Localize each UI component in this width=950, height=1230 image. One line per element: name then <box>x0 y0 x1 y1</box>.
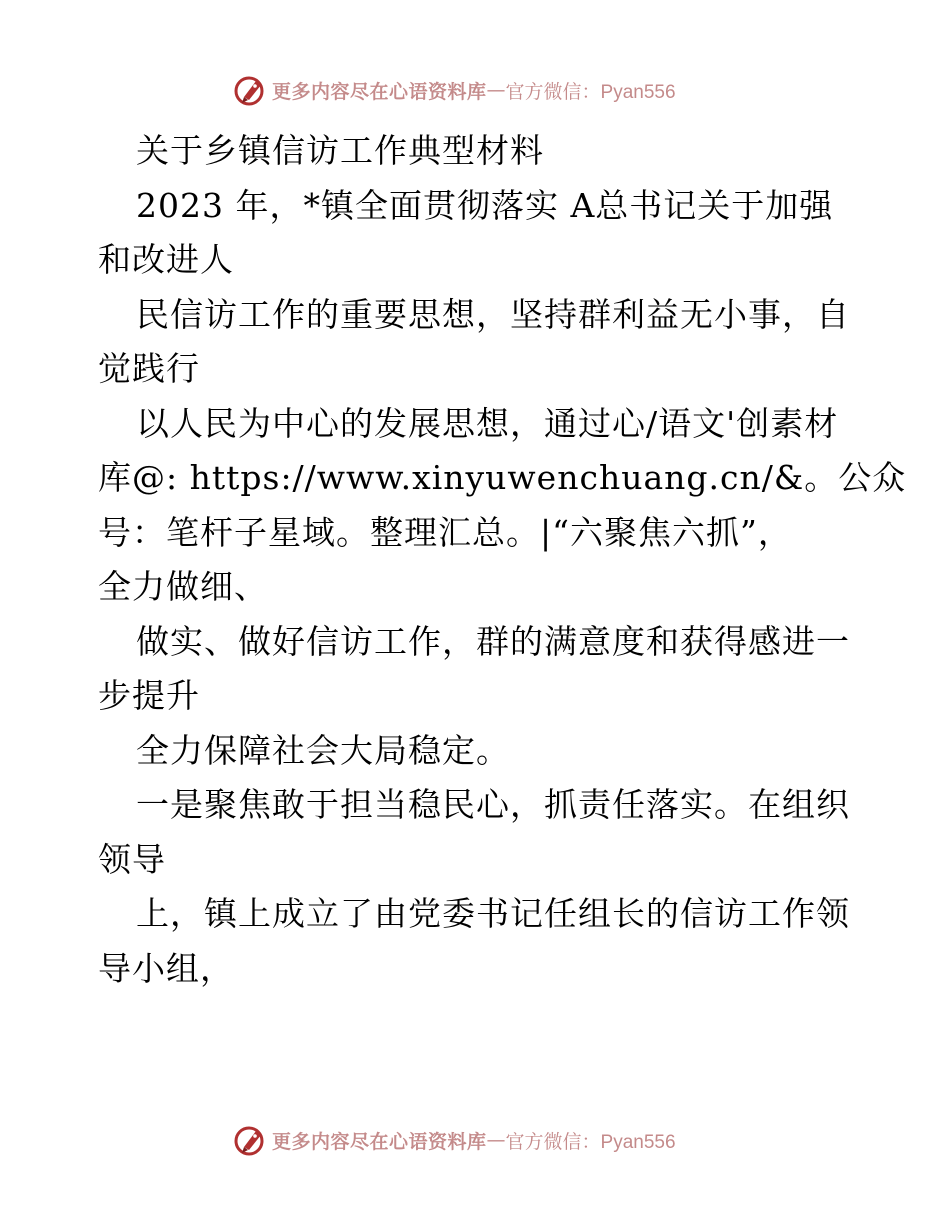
watermark-brand-text: 更多内容尽在心语资料库 <box>272 80 487 103</box>
paragraph-line: 上，镇上成立了由党委书记任组长的信访工作领 <box>136 894 850 933</box>
paragraph-line: 导小组， <box>98 948 234 988</box>
paragraph-line: 觉践行 <box>98 349 200 388</box>
pen-nib-logo-icon <box>234 73 268 107</box>
paragraph-line: 全力做细、 <box>98 567 268 606</box>
watermark-wechat-text: 官方微信：Pyan556 <box>505 81 676 103</box>
paragraph-line: 号：笔杆子星域。整理汇总。|“六聚焦六抓”， <box>98 512 792 552</box>
watermark-footer <box>234 1122 676 1158</box>
pen-nib-logo-icon <box>234 1123 268 1157</box>
paragraph-line: 和改进人 <box>98 240 234 279</box>
document-body <box>98 124 907 996</box>
watermark-separator: — <box>486 79 506 101</box>
paragraph-line: 全力保障社会大局稳定。 <box>136 730 510 770</box>
watermark-brand-text: 更多内容尽在心语资料库 <box>272 1130 487 1153</box>
paragraph-line: 领导 <box>98 839 166 879</box>
paragraph-line: 步提升 <box>98 676 200 715</box>
paragraph-line: 以人民为中心的发展思想，通过心/语文'创素材 <box>136 403 839 443</box>
watermark-separator: — <box>486 1129 506 1151</box>
document-title: 关于乡镇信访工作典型材料 <box>136 131 544 170</box>
watermark-header <box>234 72 676 108</box>
watermark-wechat-text: 官方微信：Pyan556 <box>505 1131 676 1153</box>
paragraph-line: 民信访工作的重要思想，坚持群利益无小事，自 <box>136 294 850 334</box>
paragraph-line: 2023 年，*镇全面贯彻落实 A总书记关于加强 <box>136 185 834 225</box>
paragraph-line: 做实、做好信访工作，群的满意度和获得感进一 <box>136 621 850 661</box>
paragraph-line: 一是聚焦敢于担当稳民心，抓责任落实。在组织 <box>136 785 850 824</box>
paragraph-line: 库@: https://www.xinyuwenchuang.cn/&。公众 <box>98 458 907 497</box>
